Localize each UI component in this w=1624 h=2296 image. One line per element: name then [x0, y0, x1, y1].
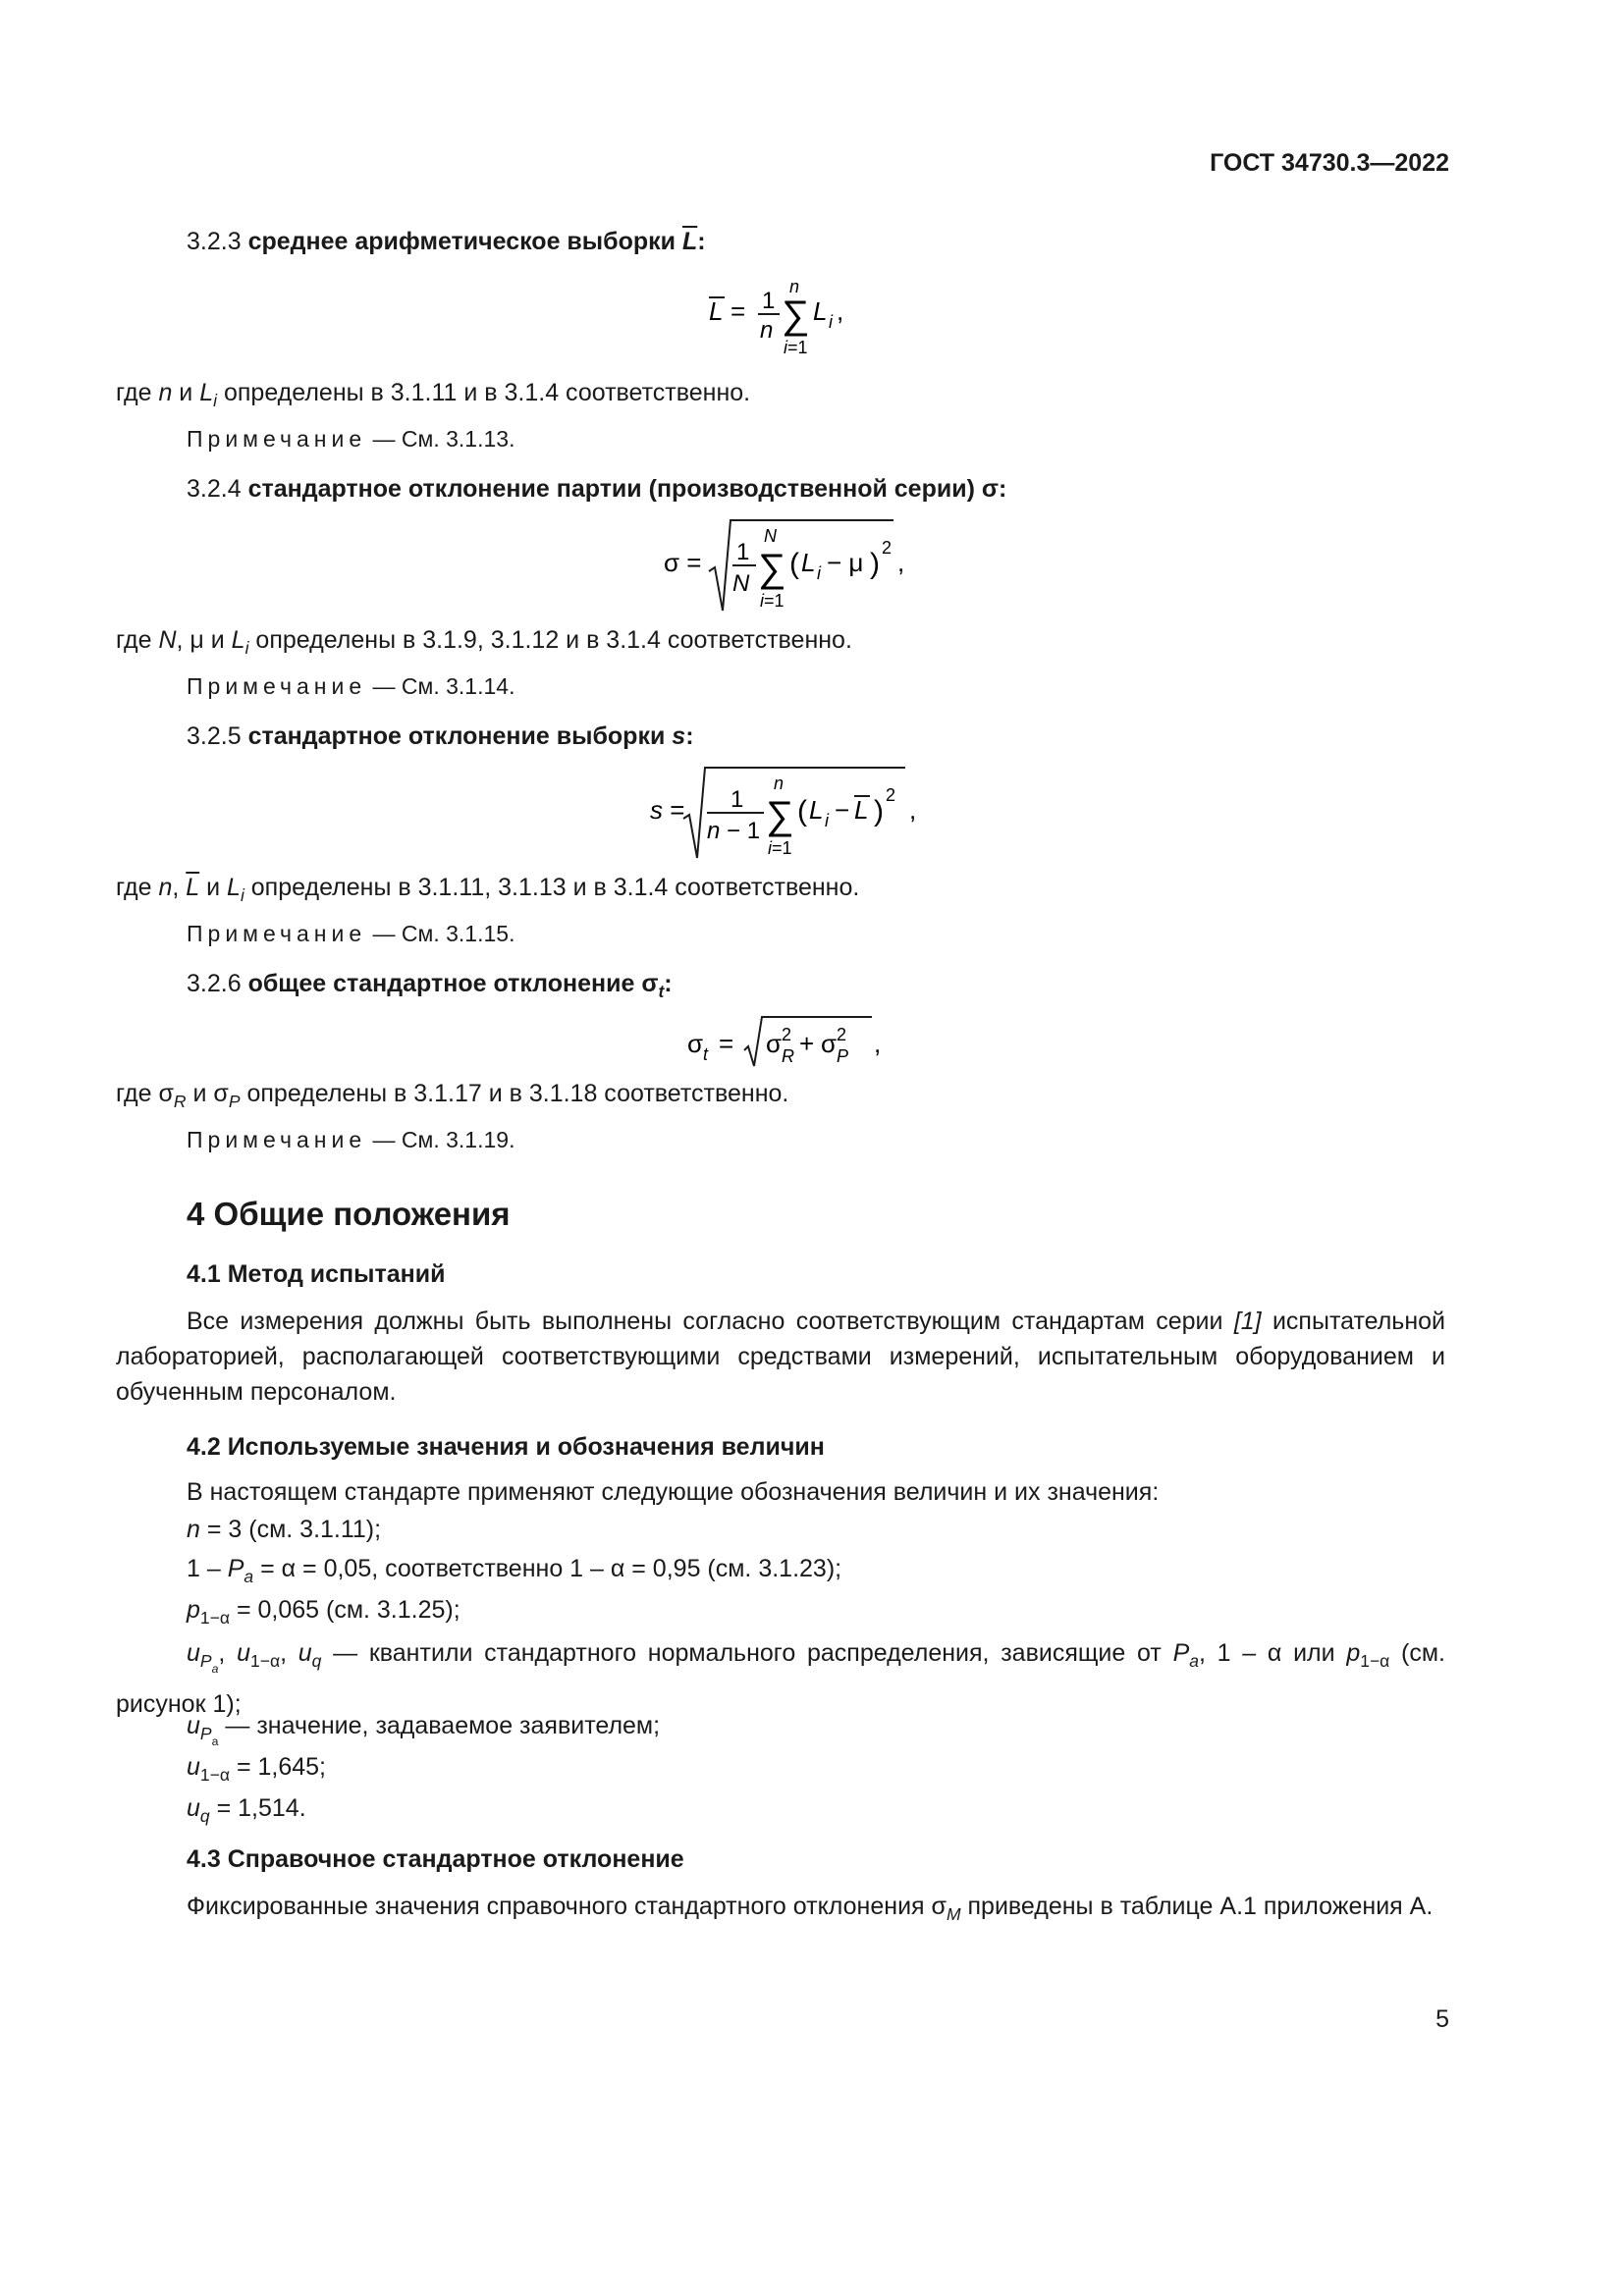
formula-batch-sd-svg [662, 520, 917, 618]
svg-text:,: , [909, 795, 917, 825]
note-3-2-4: Примечание — См. 3.1.14. [187, 673, 515, 699]
svg-text:σ: σ [687, 1029, 704, 1058]
value-u-1a: $u_{1-\alpha} = 1,645$; [187, 1753, 326, 1785]
term-symbol: $\overline{L}$ [681, 228, 698, 255]
term-number: 3.2.3 [187, 228, 242, 255]
svg-text:,: , [837, 296, 844, 326]
section-4-title: 4 Общие положения [187, 1196, 511, 1232]
svg-text:2: 2 [882, 538, 893, 558]
section-4-1-text: Все измерения должны быть выполнены согласно соответствующим стандартам серии [1] испытательной лабораторией, располагающей соответствующими средствами измерений, испытательным оборудованием и обученным персоналом. [116, 1308, 1445, 1406]
where-3-2-4: где N, μ и $L_i$ определены в 3.1.9, 3.1.12 и в 3.1.4 соответственно. [116, 626, 852, 658]
value-u-pa: $u_{P_a}$ — значение, задаваемое заявителем; [187, 1712, 661, 1748]
formula-batch-sd [662, 520, 917, 625]
svg-text:t: t [703, 1044, 709, 1064]
term-3-2-4: 3.2.4 стандартное отклонение партии (производственной серии) σ: [187, 475, 1007, 503]
svg-text:i: i [817, 563, 821, 583]
note-3-2-5: Примечание — См. 3.1.15. [187, 921, 515, 946]
where-3-2-3: где n и $L_i$ определены в 3.1.11 и в 3.1.4 соответственно. [116, 379, 751, 410]
svg-text:(: ( [797, 795, 807, 828]
u-quantiles-desc: $u_{P_a}$, $u_{1-\alpha}$, $u_q$ — квантили стандартного нормального распределения, зависящие от $P_a$, 1 – α или $p_{1-\alpha}$ (см. рисунок 1); [116, 1639, 1445, 1718]
svg-text:2: 2 [886, 785, 896, 805]
document-code: ГОСТ 34730.3—2022 [1210, 149, 1449, 177]
value-u-q: $u_q = 1,514$. [187, 1794, 306, 1826]
svg-text:=: = [719, 1029, 734, 1058]
svg-text:(: ( [789, 548, 799, 580]
svg-text:,: , [874, 1029, 882, 1058]
section-4-1-title: 4.1 Метод испытаний [187, 1260, 446, 1288]
svg-text:,: , [897, 548, 905, 577]
svg-text:1: 1 [762, 288, 776, 314]
svg-text:1: 1 [731, 786, 744, 813]
svg-text:N: N [764, 526, 777, 546]
where-3-2-5: где n, $\overline{L}$ и $L_i$ определены в 3.1.11, 3.1.13 и в 3.1.4 соответственно. [116, 874, 860, 905]
svg-text:n − 1: n − 1 [707, 818, 761, 844]
svg-text:L: L [813, 296, 828, 326]
svg-text:i=1: i=1 [760, 591, 785, 611]
svg-text:N: N [732, 570, 750, 597]
svg-text:): ) [870, 548, 880, 580]
svg-text:L: L [854, 795, 869, 825]
where-3-2-6: где $\sigma_R$ и $\sigma_P$ определены в 3.1.17 и в 3.1.18 соответственно. [116, 1080, 789, 1111]
svg-text:∑: ∑ [766, 794, 794, 837]
section-4-2-intro: В настоящем стандарте применяют следующие обозначения величин и их значения: [187, 1478, 1160, 1506]
section-4-2-title: 4.2 Используемые значения и обозначения величин [187, 1433, 825, 1461]
svg-text:σ =: σ = [664, 548, 702, 577]
svg-text:2: 2 [837, 1025, 847, 1044]
value-n: n = 3 (см. 3.1.11); [187, 1516, 382, 1543]
svg-text:n: n [774, 774, 785, 793]
svg-text:+: + [799, 1029, 815, 1058]
value-alpha: $1 - P_a = \alpha = 0,05$, соответственно 1 – α = 0,95 (см. 3.1.23); [187, 1555, 842, 1586]
section-4-3-text: Фиксированные значения справочного стандартного отклонения $\sigma_M$ приведены в таблице А.1 приложения А. [187, 1893, 1434, 1924]
svg-text:s =: s = [650, 795, 685, 825]
svg-text:i=1: i=1 [784, 338, 808, 357]
svg-text:∑: ∑ [782, 294, 810, 337]
term-3-2-5: 3.2.5 стандартное отклонение выборки s: [187, 722, 694, 750]
formula-sample-mean-svg [707, 275, 903, 363]
term-title: среднее арифметическое выборки [247, 228, 677, 255]
svg-text:1: 1 [736, 539, 750, 565]
formula-total-sd [685, 1013, 901, 1079]
svg-text:2: 2 [782, 1025, 792, 1044]
section-4-3-title: 4.3 Справочное стандартное отклонение [187, 1845, 684, 1873]
svg-text:n: n [789, 277, 800, 296]
value-p: $p_{1-\alpha} = 0,065$ (см. 3.1.25); [187, 1596, 460, 1628]
formula-sample-sd-svg [648, 768, 933, 866]
svg-text:L: L [801, 548, 816, 577]
svg-text:P: P [837, 1046, 849, 1066]
term-3-2-6: 3.2.6 общее стандартное отклонение $\sigma_t$: [187, 970, 673, 1001]
note-3-2-3: Примечание — См. 3.1.13. [187, 426, 515, 452]
svg-text:i: i [829, 312, 833, 332]
formula-total-sd-svg [685, 1013, 901, 1072]
svg-text:n: n [760, 317, 774, 344]
formula-sample-sd [648, 768, 933, 873]
term-3-2-3: 3.2.3 среднее арифметическое выборки $\overline{L}$: [187, 228, 706, 255]
svg-text:σ: σ [766, 1029, 783, 1058]
note-3-2-6: Примечание — См. 3.1.19. [187, 1127, 515, 1152]
svg-text:R: R [782, 1046, 794, 1066]
svg-text:−: − [835, 795, 850, 825]
svg-text:∑: ∑ [758, 547, 786, 590]
svg-text:=: = [731, 296, 746, 326]
formula-sample-mean [707, 275, 903, 370]
svg-text:i: i [825, 811, 829, 830]
svg-text:): ) [874, 795, 884, 828]
svg-text:L: L [709, 296, 724, 326]
page-number: 5 [1435, 2005, 1449, 2033]
svg-text:σ: σ [821, 1029, 838, 1058]
svg-text:i=1: i=1 [768, 838, 792, 858]
svg-text:− μ: − μ [827, 548, 864, 577]
svg-text:L: L [809, 795, 824, 825]
